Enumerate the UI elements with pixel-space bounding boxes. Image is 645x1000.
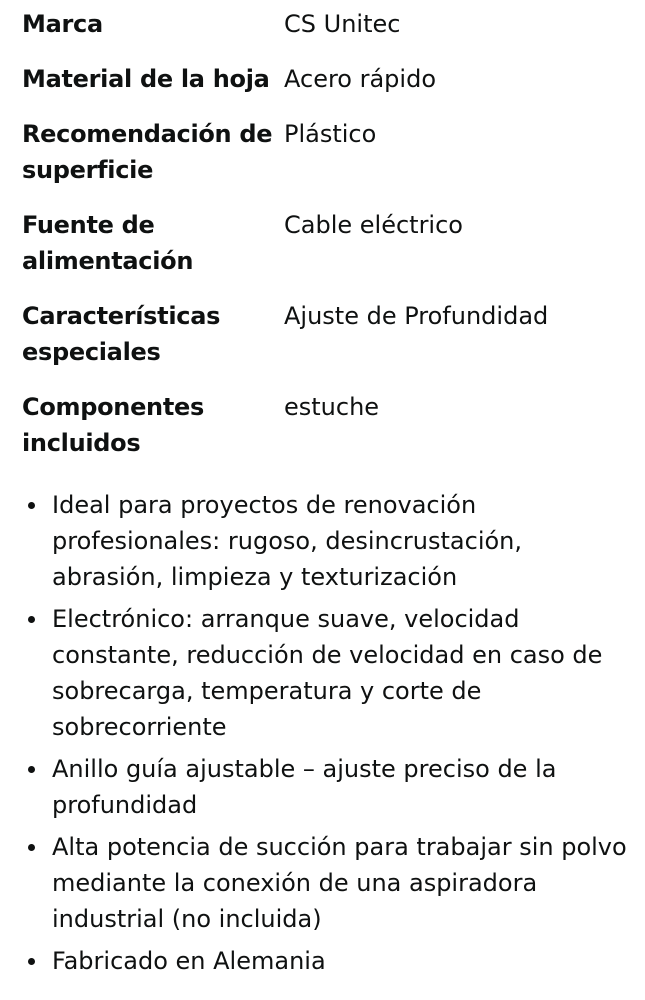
spec-value: Acero rápido [284,65,437,93]
bullet-icon [28,502,35,509]
feature-text: Ideal para proyectos de renovación profesionales: rugoso, desincrustación, abrasión, limpieza y texturización [52,491,523,591]
spec-label: Material de la hoja [22,65,270,93]
spec-row-blade-material [22,61,632,116]
feature-text: Fabricado en Alemania [52,947,326,975]
product-specs-table [22,6,632,480]
spec-row-special-features [22,298,632,389]
spec-row-surface-recommendation [22,116,632,207]
feature-bullet [22,601,637,745]
spec-label: Marca [22,10,103,38]
bullet-icon [28,766,35,773]
feature-text: Alta potencia de succión para trabajar sin polvo mediante la conexión de una aspiradora industrial (no incluida) [52,833,627,933]
spec-label: Fuente de alimentación [22,211,194,275]
spec-label: Recomendación de superficie [22,120,273,184]
bullet-icon [28,958,35,965]
spec-value: Cable eléctrico [284,211,463,239]
feature-text: Electrónico: arranque suave, velocidad constante, reducción de velocidad en caso de sobrecarga, temperatura y corte de sobrecorriente [52,605,603,741]
feature-bullet-list [22,487,637,985]
feature-bullet [22,751,637,823]
bullet-icon [28,616,35,623]
bullet-icon [28,844,35,851]
spec-row-power-source [22,207,632,298]
feature-text: Anillo guía ajustable – ajuste preciso de la profundidad [52,755,557,819]
spec-value: Plástico [284,120,377,148]
spec-row-brand [22,6,632,61]
spec-row-included-components [22,389,632,480]
spec-label: Características especiales [22,302,221,366]
spec-value: estuche [284,393,380,421]
feature-bullet [22,943,637,979]
spec-value: CS Unitec [284,10,401,38]
spec-label: Componentes incluidos [22,393,204,457]
spec-value: Ajuste de Profundidad [284,302,549,330]
feature-bullet [22,829,637,937]
feature-bullet [22,487,637,595]
